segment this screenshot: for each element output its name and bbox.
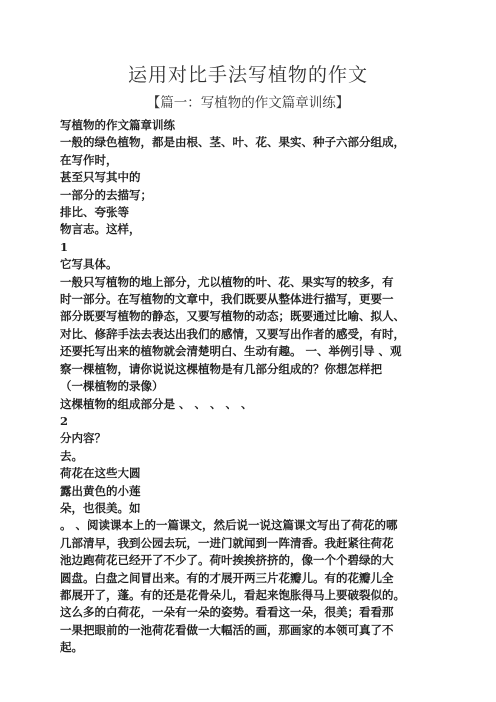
text-line: 写植物的作文篇章训练: [60, 118, 175, 132]
text-line: 去。: [60, 448, 83, 463]
text-line: 这么多的白荷花，一朵有一朵的姿势。看看这一朵，很美；看看那: [60, 605, 394, 620]
text-line: 这棵植物的组成部分是 、 、 、 、 、: [60, 396, 253, 411]
text-line: 排比、夸张等: [60, 205, 129, 220]
text-line: 荷花在这些大圆: [60, 466, 141, 481]
text-line: 池边跑荷花已经开了不少了。荷叶挨挨挤挤的，像一个个碧绿的大: [60, 553, 394, 568]
text-line: 甚至只写其中的: [60, 170, 141, 185]
text-line: 一般的绿色植物，都是由根、茎、叶、花、果实、种子六部分组成，: [60, 135, 405, 150]
text-line: 一般只写植物的地上部分，尤以植物的叶、花、果实写的较多，有: [60, 274, 394, 289]
text-line: 。 、阅读课本上的一篇课文，然后说一说这篇课文写出了荷花的哪: [60, 518, 398, 533]
text-line: 起。: [60, 640, 83, 655]
text-line: 朵，也很美。如: [60, 500, 141, 515]
text-line: 它写具体。: [60, 257, 118, 272]
text-line: （一棵植物的录像）: [60, 379, 164, 394]
text-line: 1: [60, 239, 69, 254]
text-line: 时一部分。在写植物的文章中，我们既要从整体进行描写，更要一: [60, 292, 394, 307]
text-line: 部分既要写植物的静态，又要写植物的动态；既要通过比喻、拟人、: [60, 309, 405, 324]
document-title: 运用对比手法写植物的作文: [127, 64, 368, 86]
text-line: 几部清早，我到公园去玩，一进门就闻到一阵清香。我赶紧往荷花: [60, 535, 394, 550]
text-line: 对比、修辞手法去表达出我们的感情，又要写出作者的感受，有时，: [60, 326, 405, 341]
text-line: 一部分的去描写；: [60, 187, 152, 202]
text-line: 露出黄色的小莲: [60, 483, 141, 498]
text-line: 圆盘。白盘之间冒出来。有的才展开两三片花瓣儿。有的花瓣儿全: [60, 570, 394, 585]
document-subtitle: 【篇一：写植物的作文篇章训练】: [146, 95, 350, 111]
text-line: 物言志。这样，: [60, 222, 141, 237]
text-line: 在写作时，: [60, 152, 118, 167]
text-line: 分内容？: [60, 431, 106, 446]
text-line: 都展开了，蓬。有的还是花骨朵儿，看起来饱胀得马上要破裂似的。: [60, 587, 405, 602]
document-body: [60, 117, 440, 657]
text-line: 2: [60, 413, 69, 428]
text-line: 一果把眼前的一池荷花看做一大幅活的画，那画家的本领可真了不: [60, 622, 394, 637]
text-line: 还要托写出来的植物就会清楚明白、生动有趣。 一、举例引导 、观: [60, 344, 402, 359]
text-line: 察一棵植物，请你说说这棵植物是有几部分组成的？你想怎样把: [60, 361, 382, 376]
